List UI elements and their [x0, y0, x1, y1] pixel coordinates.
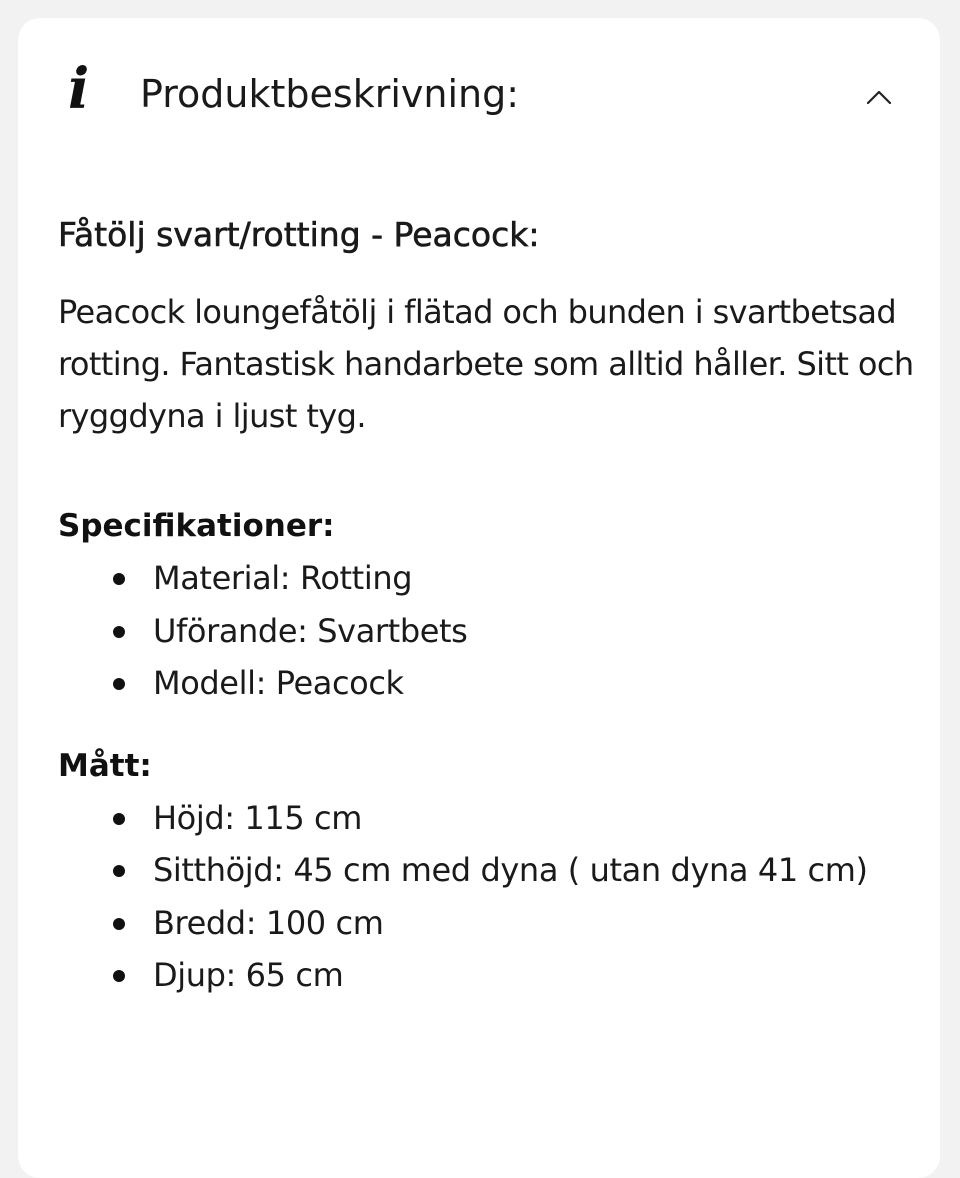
product-heading: Fåtölj svart/rotting - Peacock: [58, 215, 540, 254]
list-item: Bredd: 100 cm [58, 897, 918, 950]
info-icon: i [68, 56, 90, 122]
accordion-header[interactable] [18, 18, 940, 174]
list-item: Uförande: Svartbets [58, 605, 918, 658]
specifications-list [58, 552, 918, 710]
chevron-up-icon[interactable] [864, 82, 894, 112]
dimensions-list [58, 792, 918, 1002]
specifications-heading: Specifikationer: [58, 508, 335, 544]
list-item: Djup: 65 cm [58, 949, 918, 1002]
list-item: Modell: Peacock [58, 657, 918, 710]
dimensions-heading: Mått: [58, 747, 152, 784]
product-description: Peacock loungefåtölj i flätad och bunden i svartbetsad rotting. Fantastisk handarbete som alltid håller. Sitt och ryggdyna i ljust tyg. [58, 293, 914, 435]
accordion-content [58, 208, 918, 1002]
list-item: Material: Rotting [58, 552, 918, 605]
list-item: Sitthöjd: 45 cm med dyna ( utan dyna 41 cm) [58, 844, 918, 897]
accordion-title: Produktbeskrivning: [140, 72, 520, 116]
list-item: Höjd: 115 cm [58, 792, 918, 845]
product-description-card [18, 18, 940, 1178]
